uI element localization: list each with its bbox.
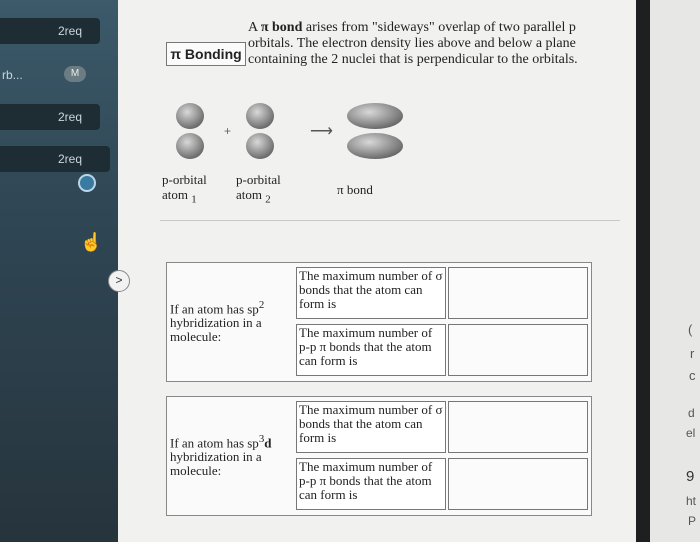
sidebar-item-label: rb... <box>2 68 23 82</box>
caption-line: atom <box>162 187 188 202</box>
condition-text: hybridization in a molecule: <box>170 449 262 479</box>
condition-superscript: 3 <box>258 433 265 445</box>
sigma-bond-answer[interactable] <box>448 401 588 453</box>
caption-atom-1 <box>162 172 207 208</box>
caption-pi-bond: π bond <box>337 182 373 197</box>
intro-text <box>248 20 618 68</box>
partial-text: 9 <box>686 468 695 485</box>
adjacent-window <box>636 0 700 542</box>
condition-text: If an atom has sp <box>170 435 259 451</box>
intro-pre: A <box>248 20 261 35</box>
intro-post: arises from "sideways" overlap of two parallel p orbitals. The electron density lies above and below a plane containing the 2 nuclei that is perpendicular to the orbitals. <box>248 20 578 67</box>
sigma-bond-answer[interactable] <box>448 267 588 319</box>
caption-line: p-orbital <box>162 172 207 187</box>
partial-text: c <box>689 368 696 383</box>
condition-text: If an atom has sp <box>170 301 259 317</box>
divider <box>160 220 620 221</box>
sidebar-item-label: 2req <box>58 24 83 38</box>
plus-sign: + <box>224 124 232 138</box>
caption-atom-2 <box>236 172 281 208</box>
pi-bond-prompt: The maximum number of p-p π bonds that the atom can form is <box>296 324 446 376</box>
partial-text: ht <box>686 494 697 508</box>
question-condition <box>170 432 300 478</box>
condition-text: hybridization in a molecule: <box>170 315 262 345</box>
intro-bold: π bond <box>260 20 303 35</box>
partial-text: ( <box>688 322 693 337</box>
topic-label: π Bonding <box>166 42 246 66</box>
pi-bond-lobes <box>347 103 403 159</box>
sidebar-item-3[interactable] <box>0 104 100 130</box>
pi-bond-orbital-diagram <box>160 102 430 164</box>
pi-bond-prompt: The maximum number of p-p π bonds that the atom can form is <box>296 458 446 510</box>
caption-subscript: 1 <box>191 193 197 206</box>
partial-text: d <box>688 406 695 420</box>
sidebar-item-4[interactable] <box>0 146 110 172</box>
condition-bold: d <box>264 435 272 451</box>
partial-text: r <box>690 346 695 361</box>
hand-pointer-icon: ☝ <box>80 232 103 252</box>
condition-superscript: 2 <box>258 299 265 311</box>
status-badge: M <box>64 66 86 82</box>
sidebar-item-label: 2req <box>58 110 83 124</box>
caption-line: p-orbital <box>236 172 281 187</box>
caption-line: atom <box>236 187 262 202</box>
pi-bond-answer[interactable] <box>448 458 588 510</box>
sigma-bond-prompt: The maximum number of σ bonds that the atom can form is <box>296 401 446 453</box>
partial-text: el <box>686 426 696 440</box>
caption-subscript: 2 <box>265 193 271 206</box>
sidebar <box>0 0 118 542</box>
sidebar-item-label: 2req <box>58 152 83 166</box>
progress-circle-icon <box>78 174 96 192</box>
collapse-sidebar-button[interactable]: > <box>108 270 130 292</box>
sidebar-item-2[interactable] <box>0 62 100 88</box>
pi-bond-answer[interactable] <box>448 324 588 376</box>
p-orbital-atom-2 <box>246 103 274 159</box>
sigma-bond-prompt: The maximum number of σ bonds that the atom can form is <box>296 267 446 319</box>
reaction-arrow: ⟶ <box>310 123 333 140</box>
window-edge <box>636 0 650 542</box>
p-orbital-atom-1 <box>176 103 204 159</box>
partial-text: P <box>688 514 697 528</box>
question-condition <box>170 298 294 344</box>
sidebar-item-1[interactable] <box>0 18 100 44</box>
